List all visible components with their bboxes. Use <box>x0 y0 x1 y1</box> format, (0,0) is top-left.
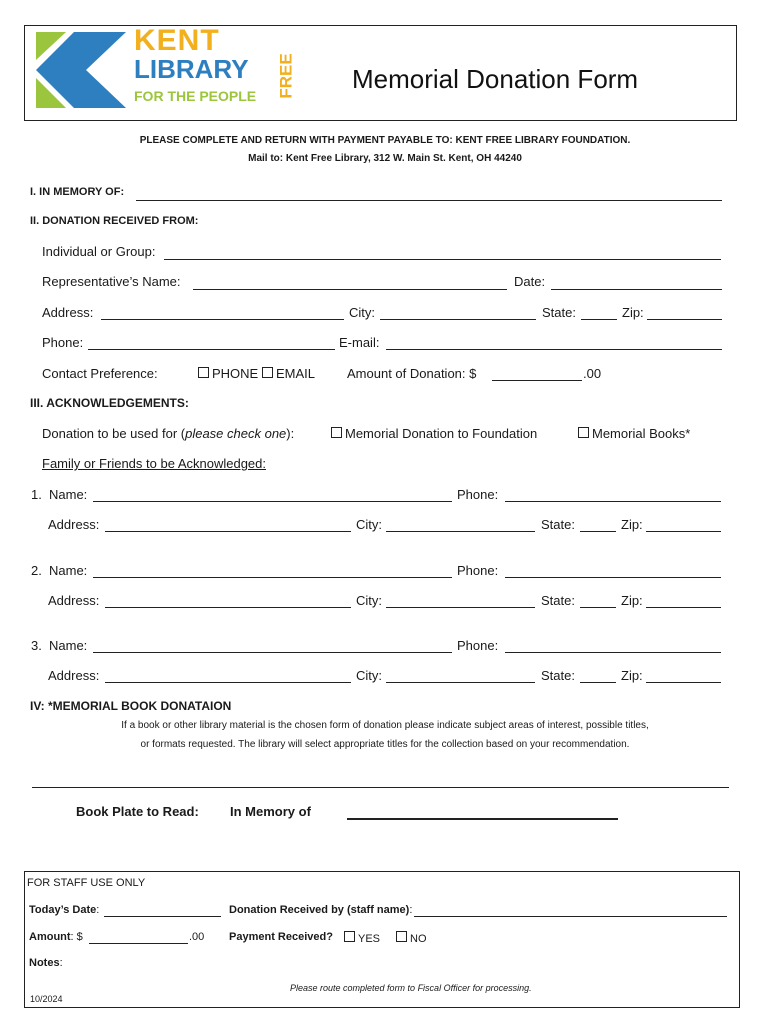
in-memory-of-label: I. IN MEMORY OF: <box>30 186 125 198</box>
phone-label: Phone: <box>42 335 84 350</box>
entry-1-name-label: Name: <box>49 487 88 502</box>
foundation-option[interactable] <box>331 426 537 441</box>
entry-2-city-field[interactable] <box>386 607 535 608</box>
city-label: City: <box>349 305 375 320</box>
book-plate-field[interactable] <box>347 818 618 820</box>
staff-amount-field[interactable] <box>89 943 188 944</box>
contact-phone-option[interactable] <box>198 366 258 381</box>
logo-library: LIBRARY <box>134 54 249 84</box>
section4-note-line1: If a book or other library material is the chosen form of donation please indicate subject areas of interest, possible titles, <box>121 720 649 731</box>
todays-date-field[interactable] <box>104 916 221 917</box>
entry-1-phone-label: Phone: <box>457 487 499 502</box>
books-checkbox[interactable] <box>578 427 589 438</box>
entry-1-state-field[interactable] <box>580 531 616 532</box>
received-by-label: Donation Received by (staff name): <box>229 904 413 916</box>
entry-2-state-label: State: <box>541 593 575 608</box>
email-checkbox[interactable] <box>262 367 273 378</box>
entry-3-number: 3. <box>31 638 42 653</box>
entry-1-name-field[interactable] <box>93 501 452 502</box>
staff-amount-text: Amount <box>29 931 71 943</box>
family-heading: Family or Friends to be Acknowledged: <box>42 456 266 471</box>
payment-no-checkbox[interactable] <box>396 931 407 942</box>
logo-tagline: FOR THE PEOPLE <box>134 88 257 104</box>
entry-3-name-field[interactable] <box>93 652 452 653</box>
staff-heading: FOR STAFF USE ONLY <box>27 877 146 889</box>
entry-1-state-label: State: <box>541 517 575 532</box>
entry-3-state-label: State: <box>541 668 575 683</box>
payment-yes-label: YES <box>358 933 381 945</box>
book-subject-field[interactable] <box>32 787 729 788</box>
contact-pref-label: Contact Preference: <box>42 366 158 381</box>
entry-3-zip-field[interactable] <box>646 682 721 683</box>
address-label: Address: <box>42 305 94 320</box>
staff-amount-dollar: $ <box>76 931 83 943</box>
instructions-line1: PLEASE COMPLETE AND RETURN WITH PAYMENT PAYABLE TO: KENT FREE LIBRARY FOUNDATION. <box>139 135 631 146</box>
route-note: Please route completed form to Fiscal Officer for processing. <box>290 983 532 993</box>
entry-2-city-label: City: <box>356 593 382 608</box>
received-by-text: Donation Received by (staff name) <box>229 904 410 916</box>
notes-text: Notes <box>29 957 60 969</box>
rep-name-field[interactable] <box>193 289 507 290</box>
entry-2-zip-label: Zip: <box>621 593 643 608</box>
usage-prefix: Donation to be used for ( <box>42 426 186 441</box>
notes-label: Notes: <box>29 957 63 969</box>
city-field[interactable] <box>380 319 536 320</box>
instructions-line2: Mail to: Kent Free Library, 312 W. Main St. Kent, OH 44240 <box>248 153 522 164</box>
email-label: E-mail: <box>339 335 380 350</box>
entry-1-city-field[interactable] <box>386 531 535 532</box>
payment-received-label: Payment Received? <box>229 931 333 943</box>
entry-3-phone-label: Phone: <box>457 638 499 653</box>
section4-note-line2: or formats requested. The library will select appropriate titles for the collection based on your recommendation. <box>140 739 630 750</box>
section2-heading: II. DONATION RECEIVED FROM: <box>30 215 199 227</box>
foundation-checkbox[interactable] <box>331 427 342 438</box>
books-option-label: Memorial Books* <box>592 426 691 441</box>
logo-free: FREE <box>276 53 296 99</box>
section3-heading: III. ACKNOWLEDGEMENTS: <box>30 396 189 410</box>
amount-field[interactable] <box>492 380 582 381</box>
entry-3-state-field[interactable] <box>580 682 616 683</box>
books-option[interactable] <box>578 426 690 441</box>
entry-2-state-field[interactable] <box>580 607 616 608</box>
entry-1-zip-label: Zip: <box>621 517 643 532</box>
phone-option-label: PHONE <box>212 366 259 381</box>
address-field[interactable] <box>101 319 344 320</box>
email-field[interactable] <box>386 349 722 350</box>
usage-suffix: ): <box>286 426 295 441</box>
entry-3-city-label: City: <box>356 668 382 683</box>
entry-1-address-field[interactable] <box>105 531 351 532</box>
staff-amount-label: Amount: $ <box>29 931 83 943</box>
entry-2-number: 2. <box>31 563 42 578</box>
email-option-label: EMAIL <box>276 366 316 381</box>
entry-1-number: 1. <box>31 487 42 502</box>
zip-field[interactable] <box>647 319 722 320</box>
staff-amount-cents: .00 <box>189 931 205 943</box>
individual-group-label: Individual or Group: <box>42 244 156 259</box>
payment-no-option[interactable] <box>396 931 427 945</box>
rep-name-label: Representative’s Name: <box>42 274 181 289</box>
entry-2-name-field[interactable] <box>93 577 452 578</box>
entry-1-address-label: Address: <box>48 517 100 532</box>
entry-3-phone-field[interactable] <box>505 652 721 653</box>
entry-3-city-field[interactable] <box>386 682 535 683</box>
usage-label <box>42 426 294 441</box>
in-memory-of-field[interactable] <box>136 200 722 201</box>
version-label: 10/2024 <box>30 994 63 1004</box>
entry-2-zip-field[interactable] <box>646 607 721 608</box>
amount-label: Amount of Donation: $ <box>347 366 477 381</box>
page-title: Memorial Donation Form <box>352 64 639 94</box>
entry-1-zip-field[interactable] <box>646 531 721 532</box>
payment-no-label: NO <box>410 933 427 945</box>
phone-field[interactable] <box>88 349 335 350</box>
state-label: State: <box>542 305 576 320</box>
entry-3-address-label: Address: <box>48 668 100 683</box>
payment-yes-option[interactable] <box>344 931 380 945</box>
entry-1-phone-field[interactable] <box>505 501 721 502</box>
entry-3-zip-label: Zip: <box>621 668 643 683</box>
entry-2-address-field[interactable] <box>105 607 351 608</box>
entry-3-name-label: Name: <box>49 638 88 653</box>
entry-2-phone-field[interactable] <box>505 577 721 578</box>
entry-1-city-label: City: <box>356 517 382 532</box>
date-label: Date: <box>514 274 546 289</box>
zip-label: Zip: <box>622 305 644 320</box>
individual-group-field[interactable] <box>164 259 721 260</box>
entry-2-address-label: Address: <box>48 593 100 608</box>
date-field[interactable] <box>551 289 722 290</box>
book-plate-label: Book Plate to Read: <box>76 804 199 819</box>
usage-italic: please check one <box>185 426 287 441</box>
state-field[interactable] <box>581 319 617 320</box>
payment-yes-checkbox[interactable] <box>344 931 355 942</box>
entry-3-address-field[interactable] <box>105 682 351 683</box>
in-memory-label: In Memory of <box>230 804 311 819</box>
library-logo <box>34 24 296 112</box>
contact-email-option[interactable] <box>262 366 315 381</box>
todays-date-text: Today’s Date <box>29 904 97 916</box>
amount-cents: .00 <box>583 366 602 381</box>
entry-2-name-label: Name: <box>49 563 88 578</box>
phone-checkbox[interactable] <box>198 367 209 378</box>
entry-2-phone-label: Phone: <box>457 563 499 578</box>
received-by-field[interactable] <box>414 916 727 917</box>
todays-date-label: Today’s Date: <box>29 904 100 916</box>
logo-kent: KENT <box>134 24 220 57</box>
foundation-option-label: Memorial Donation to Foundation <box>345 426 538 441</box>
section4-heading: IV: *MEMORIAL BOOK DONATAION <box>30 699 232 713</box>
